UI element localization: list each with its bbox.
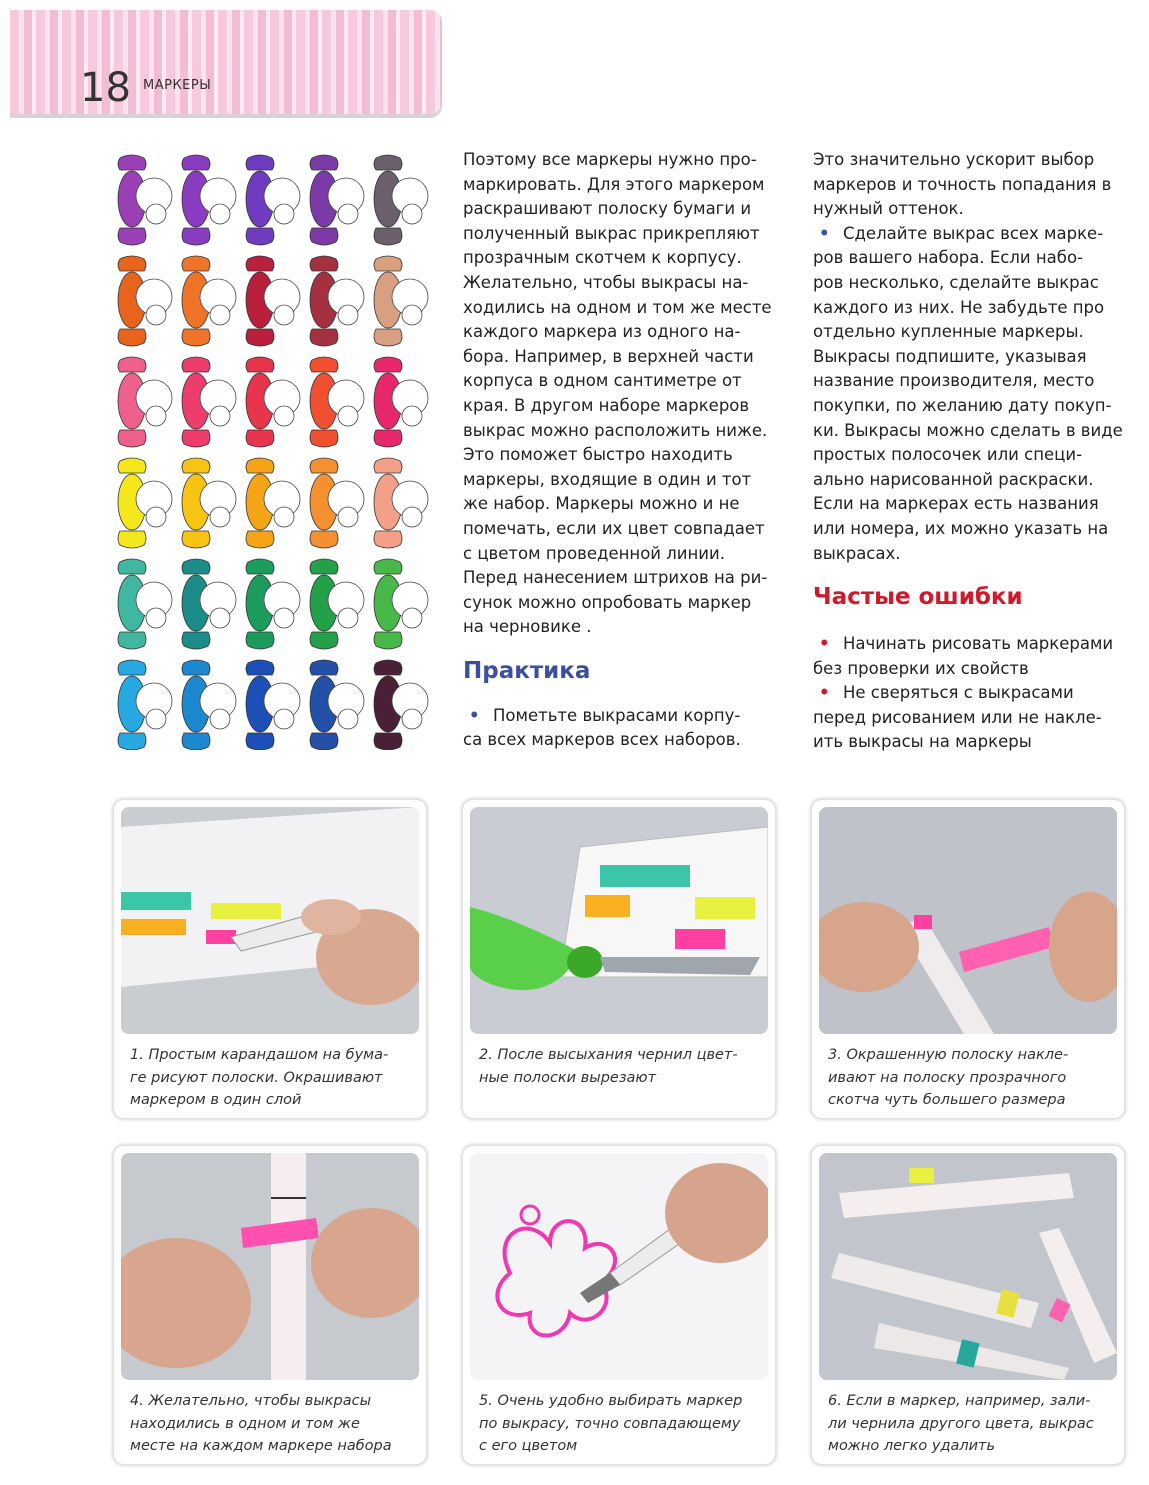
body-line: отдельно купленные маркеры. [813, 322, 1084, 342]
page-number: 18 [80, 65, 131, 111]
caption-line: ивают на полоску прозрачного [828, 1069, 1067, 1086]
candy-swatch [374, 357, 428, 447]
text-column-1 [463, 148, 793, 753]
caption-line: месте на каждом маркере набора [130, 1438, 392, 1454]
color-swatch-grid [110, 150, 445, 750]
body-line: раскрашивают полоску бумаги и [463, 199, 752, 219]
bullet-icon: • [469, 705, 480, 725]
body-line: или номера, их можно указать на [813, 518, 1109, 538]
step-caption [828, 1044, 1113, 1112]
candy-swatch [182, 357, 236, 447]
body-line: ально нарисованной раскраски. [813, 469, 1094, 489]
body-line: прозрачным скотчем к корпусу. [463, 248, 742, 268]
candy-swatch [118, 155, 172, 245]
caption-line: скотча чуть большего размера [828, 1092, 1066, 1108]
step-card-1 [114, 800, 426, 1118]
step-photo-markers-set [819, 1153, 1117, 1380]
body-line: выкрас можно расположить ниже. [463, 420, 768, 440]
caption-line: 3. Окрашенную полоску накле- [828, 1047, 1069, 1063]
caption-line: 2. После высыхания чернил цвет- [479, 1047, 738, 1063]
tip-bullet-item [813, 222, 1143, 247]
candy-swatch [182, 559, 236, 649]
body-line: каждого маркера из одного на- [463, 322, 741, 342]
body-line: с цветом проведенной линии. [463, 543, 726, 563]
step-photo-attach-swatch [121, 1153, 419, 1380]
caption-line: 5. Очень удобно выбирать маркер [479, 1393, 743, 1409]
body-line: ить выкрасы на маркеры [813, 732, 1032, 752]
body-line: ки. Выкрасы можно сделать в виде [813, 420, 1123, 440]
header-band [10, 10, 442, 114]
caption-line: ли чернила другого цвета, выкрас [828, 1415, 1094, 1432]
candy-swatch [374, 256, 428, 346]
candy-swatch [246, 559, 300, 649]
bullet-icon: • [819, 634, 830, 654]
candy-swatch [374, 559, 428, 649]
body-line: сунок можно опробовать маркер [463, 592, 752, 612]
step-caption [130, 1044, 415, 1112]
candy-swatch [118, 559, 172, 649]
candy-swatch [374, 458, 428, 548]
body-line: Желательно, чтобы выкрасы на- [463, 272, 749, 292]
caption-line: с его цветом [479, 1438, 578, 1454]
body-line: маркировать. Для этого маркером [463, 174, 765, 194]
body-line: Выкрасы подпишите, указывая [813, 346, 1087, 366]
candy-swatch [310, 559, 364, 649]
body-line: Поэтому все маркеры нужно про- [463, 150, 757, 169]
candy-swatch [310, 256, 364, 346]
step-photo-flower-drawing [470, 1153, 768, 1380]
caption-line: маркером в один слой [130, 1092, 302, 1108]
body-line: Перед нанесением штрихов на ри- [463, 568, 768, 588]
candy-swatch [246, 660, 300, 750]
bullet-icon: • [819, 223, 830, 243]
practice-heading: Практика [463, 657, 591, 684]
section-title: МАРКЕРЫ [143, 78, 212, 93]
candy-swatch [182, 155, 236, 245]
bullet-icon: • [819, 683, 830, 703]
body-line: края. В другом наборе маркеров [463, 395, 750, 415]
step-photo-tape-stripe [819, 807, 1117, 1034]
body-line: полученный выкрас прикрепляют [463, 223, 760, 243]
body-line: Не сверяться с выкрасами [843, 683, 1074, 703]
candy-swatch [310, 155, 364, 245]
caption-line: можно легко удалить [828, 1438, 996, 1454]
step-caption [479, 1390, 764, 1458]
candy-swatch [118, 458, 172, 548]
candy-swatch [182, 660, 236, 750]
body-line: название производителя, место [813, 371, 1095, 391]
body-line: корпуса в одном сантиметре от [463, 371, 742, 391]
step-caption [828, 1390, 1113, 1458]
body-line: Это поможет быстро находить [463, 445, 733, 465]
body-line: ров несколько, сделайте выкрас [813, 272, 1099, 292]
step-photo-draw-stripes [121, 807, 419, 1034]
candy-swatch [246, 155, 300, 245]
candy-swatch [310, 357, 364, 447]
body-line: ходились на одном и том же месте [463, 297, 772, 317]
body-line: нужный оттенок. [813, 199, 964, 219]
mistake-bullet-item [813, 632, 1143, 657]
body-line: маркеры, входящие в один и тот [463, 469, 752, 489]
candy-swatch [246, 458, 300, 548]
step-photo-cut-stripes [470, 807, 768, 1034]
body-line: помечать, если их цвет совпадает [463, 518, 765, 538]
candy-swatch [118, 357, 172, 447]
candy-swatch [246, 357, 300, 447]
step-caption [130, 1390, 415, 1458]
body-line: перед рисованием или не накле- [813, 707, 1102, 727]
candy-swatch [246, 256, 300, 346]
caption-line: по выкрасу, точно совпадающему [479, 1415, 741, 1432]
caption-line: ге рисуют полоски. Окрашивают [130, 1069, 383, 1086]
body-line: без проверки их свойств [813, 658, 1029, 678]
step-caption [479, 1044, 764, 1089]
caption-line: 6. Если в маркер, например, зали- [828, 1393, 1091, 1409]
body-line: бора. Например, в верхней части [463, 346, 754, 366]
candy-swatch [118, 660, 172, 750]
step-card-3 [812, 800, 1124, 1118]
candy-swatch [118, 256, 172, 346]
body-line: Сделайте выкрас всех марке- [843, 223, 1104, 243]
caption-line: находились в одном и том же [130, 1415, 360, 1432]
body-line: выкрасах. [813, 543, 901, 563]
body-line: же набор. Маркеры можно и не [463, 494, 740, 514]
candy-swatch [182, 458, 236, 548]
body-line: Это значительно ускорит выбор [813, 150, 1095, 169]
body-line: са всех маркеров всех наборов. [463, 730, 741, 750]
candy-swatch [374, 155, 428, 245]
body-line: простых полосочек или специ- [813, 445, 1083, 465]
body-line: Начинать рисовать маркерами [843, 634, 1114, 654]
candy-swatch [374, 660, 428, 750]
candy-swatch [310, 458, 364, 548]
caption-line: 1. Простым карандашом на бума- [130, 1047, 389, 1063]
mistakes-heading: Частые ошибки [813, 584, 1023, 611]
step-card-2 [463, 800, 775, 1118]
body-line: маркеров и точность попадания в [813, 174, 1112, 194]
candy-swatch [182, 256, 236, 346]
step-card-5 [463, 1146, 775, 1464]
step-card-4 [114, 1146, 426, 1464]
body-line: Если на маркерах есть названия [813, 494, 1099, 514]
caption-line: ные полоски вырезают [479, 1069, 657, 1086]
text-column-2 [813, 148, 1143, 755]
caption-line: 4. Желательно, чтобы выкрасы [130, 1393, 372, 1409]
step-card-6 [812, 1146, 1124, 1464]
body-line: на черновике . [463, 617, 592, 637]
body-line: каждого из них. Не забудьте про [813, 297, 1105, 317]
candy-swatch [310, 660, 364, 750]
practice-bullet-item [463, 704, 793, 729]
body-line: ров вашего набора. Если набо- [813, 248, 1084, 268]
mistake-bullet-item [813, 681, 1143, 706]
body-line: Пометьте выкрасами корпу- [493, 705, 741, 725]
body-line: покупки, по желанию дату покуп- [813, 395, 1112, 415]
